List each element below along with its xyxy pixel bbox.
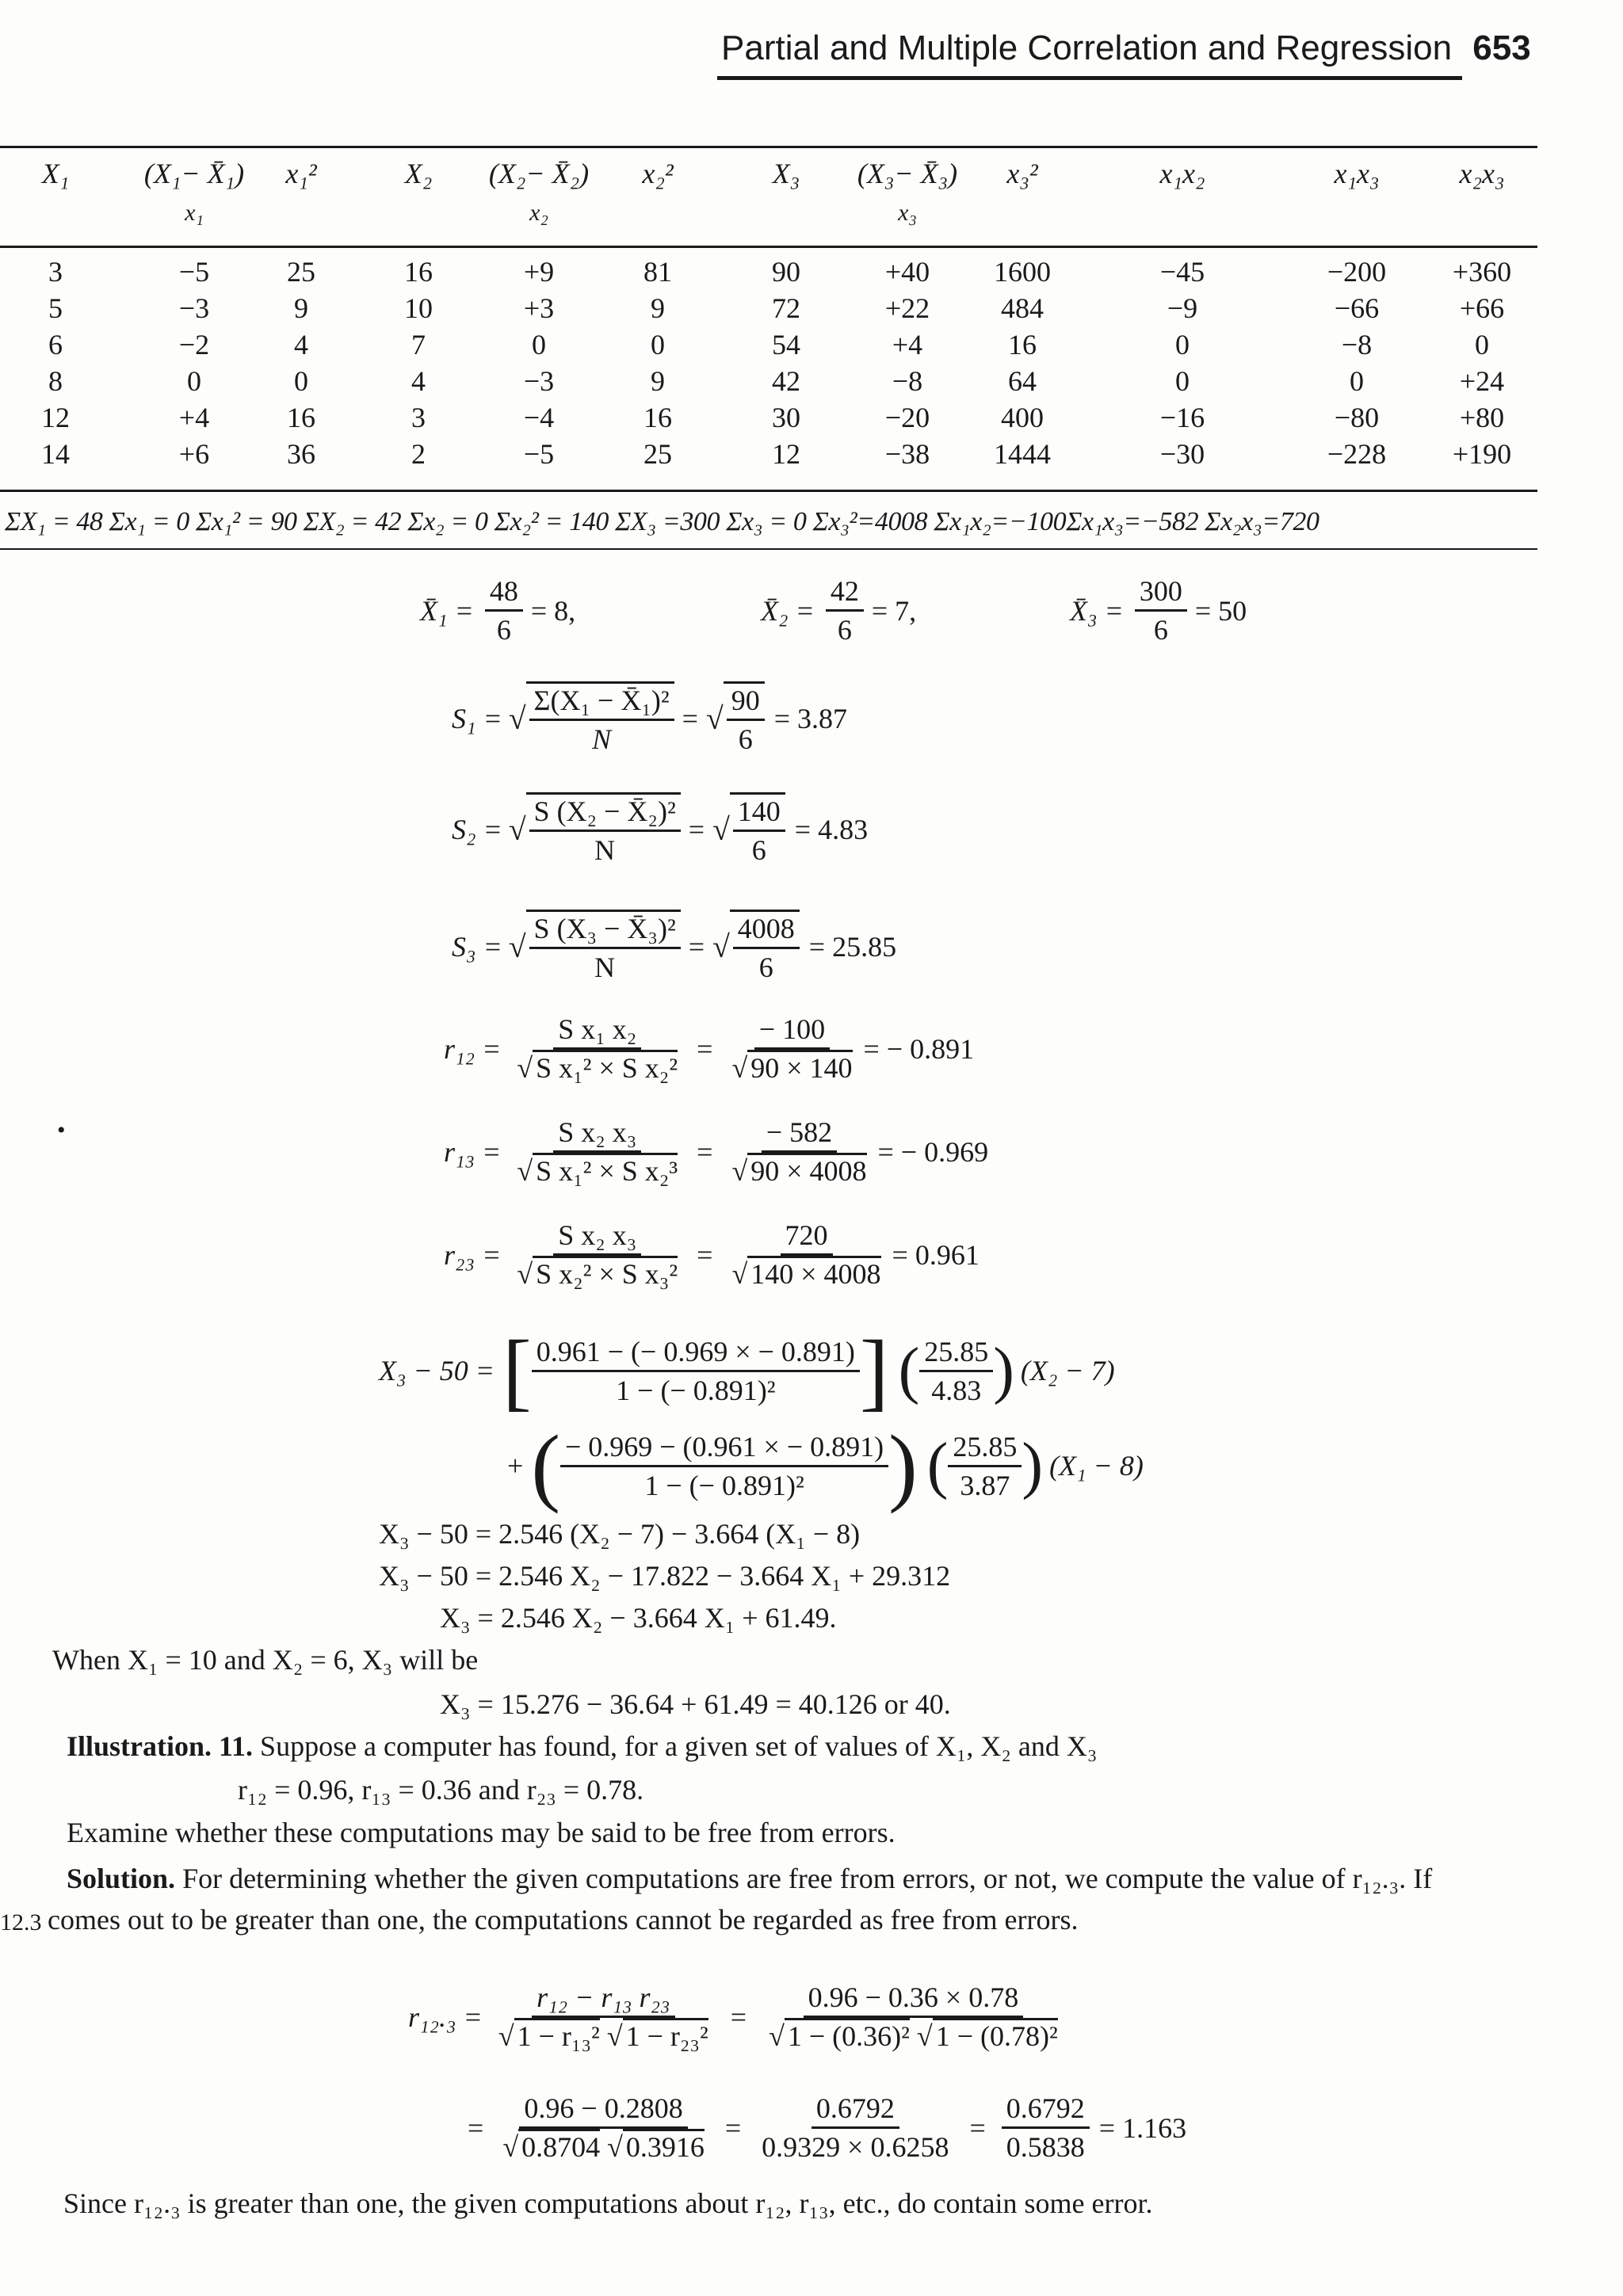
table-header-rule [0,246,1537,248]
result-step3-num: 0.6792 [1002,2092,1090,2129]
corr-r12-num2: − 100 [754,1013,830,1050]
table-cell: 12 [772,438,800,470]
table-cell: 0 [1350,365,1364,397]
formula-sub-den-a: 1 − (0.36)² [785,2018,910,2052]
table-cell: 16 [287,402,315,433]
table-cell: 5 [48,292,63,324]
corr-r12-num: S x₁ x₂ [553,1013,641,1050]
result-step2-num: 0.6792 [812,2092,899,2129]
table-cell: +190 [1452,438,1512,470]
table-cell: −16 [1159,402,1205,433]
mean-x1-lhs: X̄₁ = [420,594,474,627]
table-cell: 14 [41,438,70,470]
table-cell: 484 [1001,292,1044,324]
table-header-cell: x₂x₃ [1459,158,1505,189]
mean-x3-num: 300 [1135,574,1187,612]
table-cell: +40 [884,256,930,288]
mean-x3-den: 6 [1153,614,1168,646]
table-cell: 30 [772,402,800,433]
table-cell: 9 [651,292,665,324]
corr-r13-res: = − 0.969 [877,1135,989,1168]
table-cell: −8 [892,365,923,397]
table-header-cell: x₂² [642,158,674,189]
table-cell: −45 [1159,256,1205,288]
header-rule [717,76,1462,80]
table-cell: −30 [1159,438,1205,470]
table-cell: −80 [1334,402,1380,433]
sd-s2-num: S (X₂ − X̄₂)² [529,795,681,832]
formula-general-den-a: 1 − r₁₃² [514,2018,600,2052]
table-cell: 12 [41,402,70,433]
table-header-cell: x₁² [285,158,317,189]
solution-paragraph [67,1862,1432,1895]
table-cell: 25 [287,256,315,288]
table-cell: 0 [187,365,201,397]
table-cell: 25 [643,438,672,470]
table-cell: +4 [178,402,210,433]
corr-r23: r₂₃ = $\frac{\text{S x₂ x₃}}{\text{√ S x₂² × S x₃²}}$ = $\frac{720}{√ 140 \times 4008}$ = 0.961 [444,1219,980,1290]
regression-t2-var: (X₁ − 8) [1049,1450,1144,1482]
table-cell: +66 [1459,292,1505,324]
sd-s1-num: Σ(X₁ − X̄₁)² [529,684,674,721]
table-cell: 4 [294,329,308,360]
table-subheader-cell: x₃ [898,200,917,226]
table-cell: 90 [772,256,800,288]
table-cell: +6 [178,438,210,470]
illustration-text: Suppose a computer has found, for a given set of values of X₁, X₂ and X₃ [260,1730,1098,1762]
table-bottom-rule [0,490,1537,492]
solution-conclusion: Since r₁₂.₃ is greater than one, the given computations about r₁₂, r₁₃, etc., do contain some error. [63,2187,1153,2219]
regression-t1-num: 0.961 − (− 0.969 × − 0.891) [532,1335,860,1372]
sd-s1: S₁ = √ $\frac{\text{Σ(X₁ − X̄₁)²}}{N}$ = √ $\frac{90}{6}$ = 3.87 [452,681,847,756]
table-cell: −38 [884,438,930,470]
table-cell: +80 [1459,402,1505,433]
corr-r12-res: = − 0.891 [863,1032,975,1065]
table-cell: +4 [892,329,923,360]
table-cell: 16 [643,402,672,433]
sd-s1-den2: 6 [738,723,753,755]
running-header [721,29,1531,68]
partial-corr-formula: r₁₂.₃ = $\frac{\text{r₁₂ − r₁₃ r₂₃}}{\text{√ 1 − r₁₃² √ 1 − r₂₃²}}$ = $\frac{0.96 - 0.36 \times 0.78}{\text{√ 1 − (0.36)² √ 1 − (0.78)²}}$ [408,1981,1058,2052]
result-step3-den: 0.5838 [1006,2131,1085,2163]
formula-lhs: r₁₂.₃ = [408,2000,483,2033]
table-cell: +22 [884,292,930,324]
formula-general-den-b: 1 − r₂₃² [623,2018,708,2052]
illustration-question: Examine whether these computations may be said to be free from errors. [67,1817,896,1848]
regression-term-2: + ( $\frac{- 0.969 - (0.961 \times - 0.891)}{\text{1 − (− 0.891)²}}$ ) ( $\frac{25.85}{3.87}$ ) (X₁ − 8) [507,1417,1144,1514]
table-cell: 1444 [994,438,1051,470]
table-cell: 10 [404,292,433,324]
sd-s2: S₂ = √ $\frac{\text{S (X₂ − X̄₂)²}}{N}$ = √ $\frac{140}{6}$ = 4.83 [452,792,868,867]
illustration-values: r₁₂ = 0.96, r₁₃ = 0.36 and r₂₃ = 0.78. [238,1774,644,1806]
corr-r12-lhs: r₁₂ = [444,1032,502,1065]
totals-rule [0,548,1537,550]
page-number: 653 [1472,29,1531,67]
table-cell: −8 [1341,329,1373,360]
regression-t2-sd-num: 25.85 [948,1430,1022,1467]
mean-x2-den: 6 [837,614,852,646]
mean-x2-res: = 7, [871,594,917,627]
table-totals: ΣX₁ = 48 Σx₁ = 0 Σx₁² = 90 ΣX₂ = 42 Σx₂ = 0 Σx₂² = 140 ΣX₃ =300 Σx₃ = 0 Σx₃²=4008 Σx₁x₂=−100Σx₁x₃=−582 Σx₂x₃=720 [5,507,1319,536]
table-header-cell: X₂ [404,158,433,189]
table-cell: 2 [411,438,426,470]
result-step1-num: 0.96 − 0.2808 [519,2092,687,2129]
solution-label: Solution. [67,1863,176,1894]
sd-s3: S₃ = √ $\frac{\text{S (X₃ − X̄₃)²}}{N}$ = √ $\frac{4008}{6}$ = 25.85 [452,910,896,984]
table-cell: 3 [411,402,426,433]
table-subheader-cell: x₂ [529,200,548,226]
regression-t1-var: (X₂ − 7) [1020,1355,1115,1386]
table-cell: −2 [178,329,210,360]
table-cell: 9 [651,365,665,397]
table-cell: +9 [523,256,555,288]
table-cell: 4 [411,365,426,397]
regression-t2-den: 1 − (− 0.891)² [644,1469,804,1501]
table-header-cell: X₁ [41,158,70,189]
corr-r23-lhs: r₂₃ = [444,1238,502,1271]
table-cell: −20 [884,402,930,433]
sd-s2-res: = 4.83 [794,814,869,845]
table-cell: 0 [651,329,665,360]
mean-x3-res: = 50 [1194,594,1247,627]
table-cell: 6 [48,329,63,360]
sd-s3-den2: 6 [758,952,773,983]
table-cell: 400 [1001,402,1044,433]
corr-r13-den2: 90 × 4008 [747,1153,866,1187]
regression-line-1: X₃ − 50 = 2.546 (X₂ − 7) − 3.664 (X₁ − 8) [379,1518,861,1550]
table-cell: −3 [178,292,210,324]
table-top-rule [0,146,1537,148]
corr-r13: r₁₃ = $\frac{\text{S x₂ x₃}}{\text{√ S x₁² × S x₂³}}$ = $\frac{- 582}{√ 90 \times 4008}$ = − 0.969 [444,1116,989,1187]
mean-x2 [761,574,916,646]
table-header-cell: (X₂− X̄₂) [488,158,590,189]
corr-r23-num2: 720 [781,1219,833,1256]
regression-term-1: X₃ − 50 = [ $\frac{0.961 - (- 0.969 \times - 0.891)}{\text{1 − (− 0.891)²}}$ ] ( $\frac{25.85}{4.83}$ ) (X₂ − 7) [379,1322,1115,1419]
table-cell: 0 [1475,329,1489,360]
corr-r23-den2: 140 × 4008 [747,1256,880,1290]
result-step1-den-b: 0.3916 [623,2129,705,2163]
table-cell: 64 [1008,365,1037,397]
table-cell: +3 [523,292,555,324]
table-cell: 0 [532,329,546,360]
table-cell: 7 [411,329,426,360]
table-cell: 0 [1175,365,1190,397]
mean-x2-num: 42 [826,574,864,612]
corr-r12-den: S x₁² × S x₂² [533,1050,678,1084]
table-header-cell: x₃² [1006,158,1038,189]
table-cell: −9 [1167,292,1198,324]
partial-corr-result: = $\frac{0.96 - 0.2808}{√ 0.8704 √ 0.3916}$ = $\frac{0.6792}{0.9329 \times 0.6258}$ = $\frac{0.6792}{0.5838}$ = 1.163 [468,2092,1187,2163]
sd-s2-den2: 6 [751,834,766,866]
mean-x1 [420,574,575,646]
regression-t1-sd-num: 25.85 [919,1335,993,1372]
corr-r23-num: S x₂ x₃ [553,1219,641,1256]
regression-line-3: X₃ = 2.546 X₂ − 3.664 X₁ + 61.49. [440,1602,837,1634]
table-cell: 54 [772,329,800,360]
corr-r12-den2: 90 × 140 [747,1050,852,1084]
sd-s2-lhs: S₂ = [452,814,502,845]
table-cell: 42 [772,365,800,397]
mean-x1-res: = 8, [530,594,576,627]
sd-s3-den: N [594,952,616,983]
solution-text-2: comes out to be greater than one, the computations cannot be regarded as free from errors. [48,1904,1079,1936]
mean-x1-num: 48 [485,574,523,612]
sd-s3-num: S (X₃ − X̄₃)² [529,912,681,949]
corr-r13-den: S x₁² × S x₂³ [533,1153,678,1187]
table-cell: 0 [294,365,308,397]
table-cell: 36 [287,438,315,470]
table-header-cell: x₁x₂ [1159,158,1205,189]
regression-when: When X₁ = 10 and X₂ = 6, X₃ will be [52,1644,479,1676]
mean-x1-den: 6 [496,614,511,646]
mean-x3 [1070,574,1247,646]
table-cell: −5 [523,438,555,470]
corr-r13-lhs: r₁₃ = [444,1135,502,1168]
corr-r13-num: S x₂ x₃ [553,1116,641,1153]
table-cell: −228 [1327,438,1387,470]
sd-s3-num2: 4008 [733,912,800,949]
sd-s1-den: N [592,723,612,755]
table-cell: −4 [523,402,555,433]
sd-s3-lhs: S₃ = [452,931,502,963]
sd-s2-den: N [594,834,616,866]
table-cell: −5 [178,256,210,288]
table-cell: 0 [1175,329,1190,360]
sd-s1-res: = 3.87 [773,703,848,734]
table-cell: 8 [48,365,63,397]
bullet-dot: • [57,1117,66,1143]
table-cell: −66 [1334,292,1380,324]
result-step1-den-a: 0.8704 [518,2129,600,2163]
table-cell: 1600 [994,256,1051,288]
regression-t1-den: 1 − (− 0.891)² [616,1374,776,1406]
regression-t2-num: − 0.969 − (0.961 × − 0.891) [560,1430,888,1467]
corr-r23-res: = 0.961 [892,1238,980,1271]
sd-s2-num2: 140 [733,795,785,832]
corr-r12: r₁₂ = $\frac{\text{S x₁ x₂}}{\text{√ S x₁² × S x₂²}}$ = $\frac{- 100}{√ 90 \times 140}$ = − 0.891 [444,1013,975,1084]
table-header-cell: (X₃− X̄₃) [857,158,958,189]
corr-r23-den: S x₂² × S x₃² [533,1256,678,1290]
table-cell: +24 [1459,365,1505,397]
illustration-label: Illustration. 11. [67,1730,254,1762]
result-value: = 1.163 [1098,2111,1187,2144]
solution-text-1: For determining whether the given computations are free from errors, or not, we compute the value of r₁₂.₃. If [182,1863,1433,1894]
regression-plus: + [507,1450,524,1482]
table-header-cell: x₁x₃ [1334,158,1380,189]
table-cell: 3 [48,256,63,288]
regression-lhs: X₃ − 50 = [379,1355,495,1386]
illustration-paragraph [67,1730,1097,1763]
regression-t2-sd-den: 3.87 [960,1469,1010,1501]
table-cell: −3 [523,365,555,397]
corr-r13-num2: − 582 [762,1116,837,1153]
table-header-cell: (X₁− X̄₁) [143,158,245,189]
table-cell: 9 [294,292,308,324]
solution-margin-note: 12.3 [0,1909,42,1936]
formula-sub-den-b: 1 − (0.78)² [933,2018,1058,2052]
table-cell: 16 [404,256,433,288]
formula-general-num: r₁₂ − r₁₃ r₂₃ [532,1981,674,2018]
regression-line-2: X₃ − 50 = 2.546 X₂ − 17.822 − 3.664 X₁ + 29.312 [379,1560,951,1592]
regression-t1-sd-den: 4.83 [931,1374,982,1406]
sd-s1-lhs: S₁ = [452,703,502,734]
table-cell: +360 [1452,256,1512,288]
table-cell: 16 [1008,329,1037,360]
formula-sub-num: 0.96 − 0.36 × 0.78 [804,1981,1024,2018]
table-subheader-cell: x₁ [185,200,204,226]
mean-x2-lhs: X̄₂ = [761,594,815,627]
mean-x3-lhs: X̄₃ = [1070,594,1124,627]
sd-s1-num2: 90 [727,684,765,721]
header-title: Partial and Multiple Correlation and Regression [721,29,1453,67]
table-cell: 72 [772,292,800,324]
sd-s3-res: = 25.85 [808,931,897,963]
table-header-cell: X₃ [772,158,800,189]
result-step2-den: 0.9329 × 0.6258 [762,2131,949,2163]
table-cell: 81 [643,256,672,288]
regression-line-4: X₃ = 15.276 − 36.64 + 61.49 = 40.126 or 40. [440,1688,951,1720]
table-cell: −200 [1327,256,1387,288]
